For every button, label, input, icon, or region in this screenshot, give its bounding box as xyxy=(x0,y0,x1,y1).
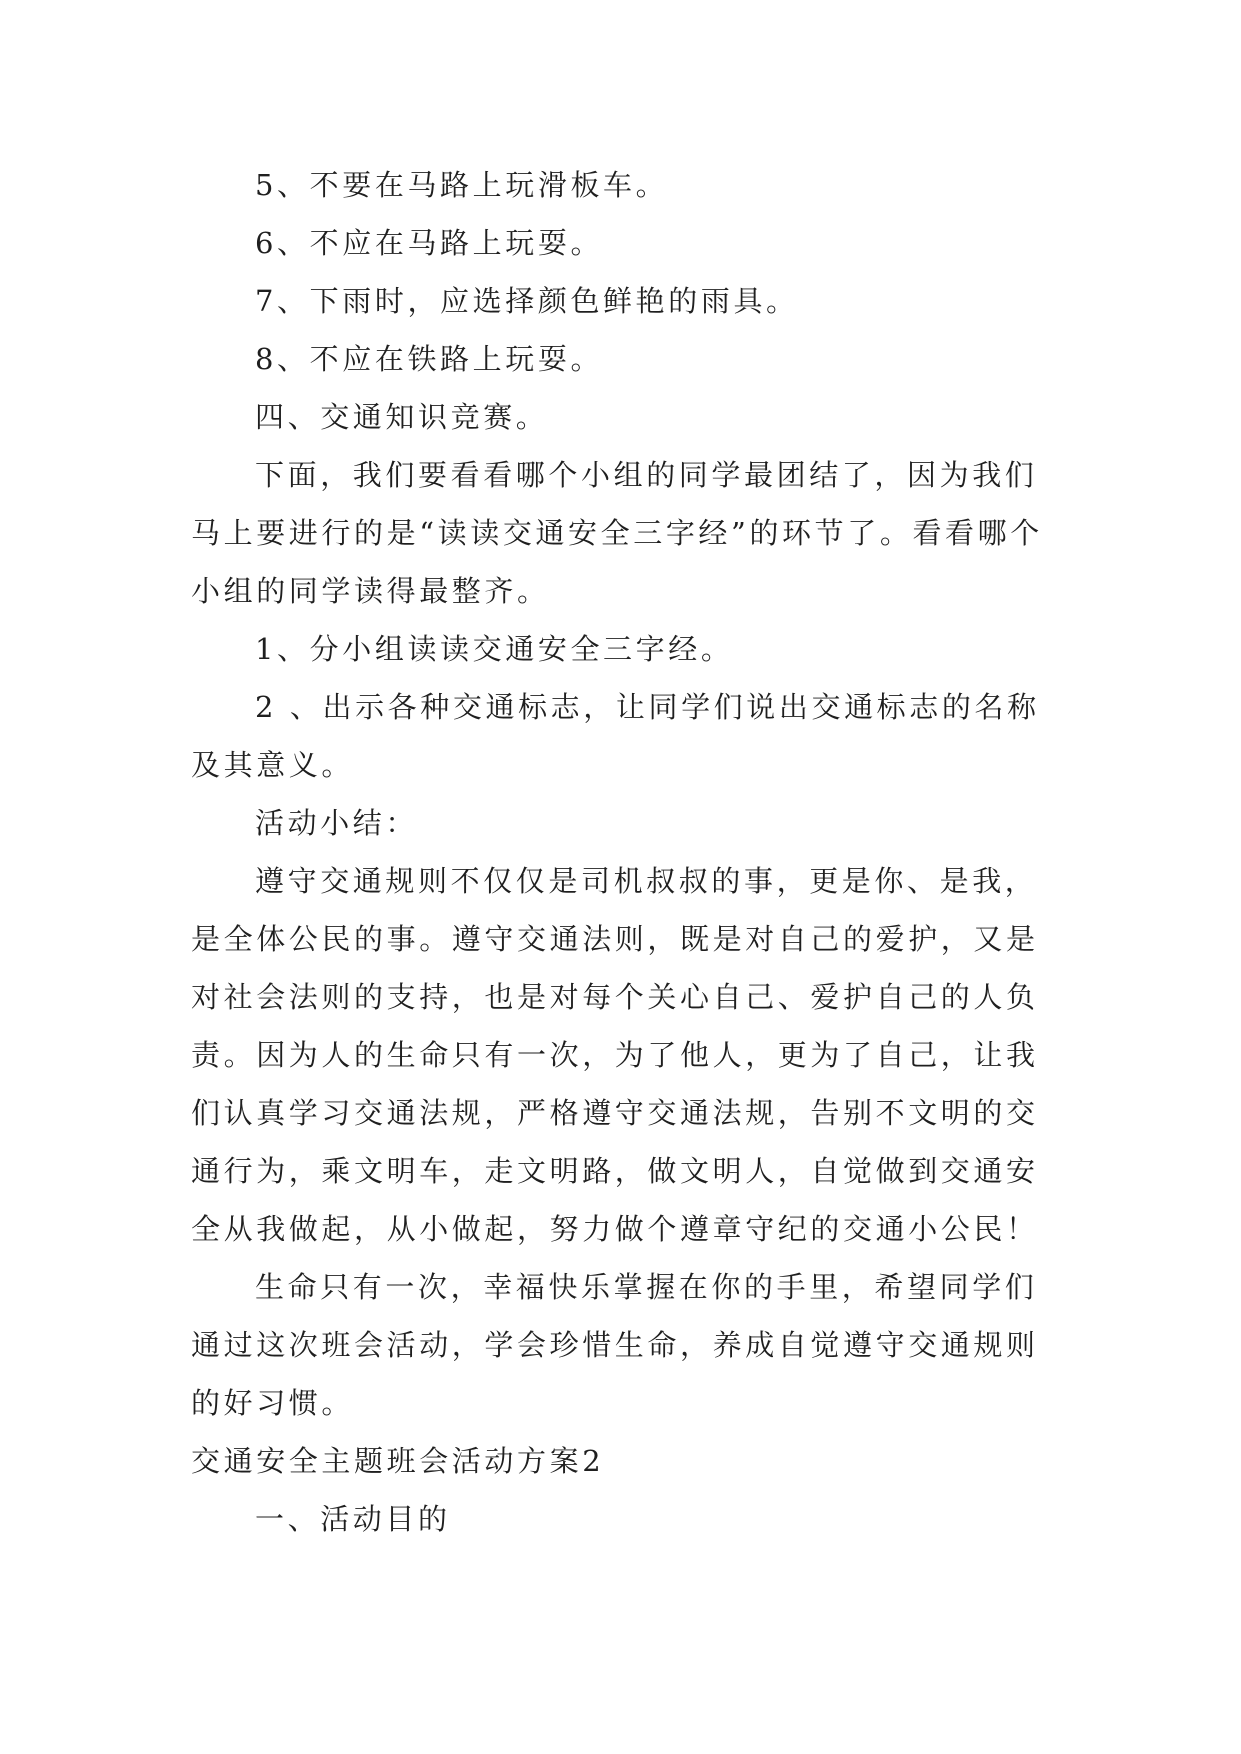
intro-paragraph: 下面，我们要看看哪个小组的同学最团结了，因为我们马上要进行的是“读读交通安全三字经”的环节了。看看哪个小组的同学读得最整齐。 xyxy=(191,458,1043,608)
closing-paragraph: 生命只有一次，幸福快乐掌握在你的手里，希望同学们通过这次班会活动，学会珍惜生命，养成自觉遵守交通规则的好习惯。 xyxy=(191,1270,1039,1420)
summary-heading: 活动小结： xyxy=(255,806,419,840)
list-item-6: 6、不应在马路上玩耍。 xyxy=(255,226,604,260)
list-item-5: 5、不要在马路上玩滑板车。 xyxy=(255,168,669,202)
plan-title: 交通安全主题班会活动方案2 xyxy=(191,1444,605,1478)
list-item-8: 8、不应在铁路上玩耍。 xyxy=(255,342,604,376)
list-item-7: 7、下雨时，应选择颜色鲜艳的雨具。 xyxy=(255,284,799,318)
activity-item-2: 2 、出示各种交通标志，让同学们说出交通标志的名称及其意义。 xyxy=(191,690,1040,782)
section-heading-4: 四、交通知识竞赛。 xyxy=(255,400,549,434)
document-body xyxy=(191,156,1051,1548)
summary-paragraph: 遵守交通规则不仅仅是司机叔叔的事，更是你、是我，是全体公民的事。遵守交通法则，既是对自己的爱护，又是对社会法则的支持，也是对每个关心自己、爱护自己的人负责。因为人的生命只有一次，为了他人，更为了自己，让我们认真学习交通法规，严格遵守交通法规，告别不文明的交通行为，乘文明车，走文明路，做文明人，自觉做到交通安全从我做起，从小做起，努力做个遵章守纪的交通小公民！ xyxy=(191,864,1039,1246)
activity-item-1: 1、分小组读读交通安全三字经。 xyxy=(255,632,734,666)
section-heading-1: 一、活动目的 xyxy=(255,1502,451,1536)
